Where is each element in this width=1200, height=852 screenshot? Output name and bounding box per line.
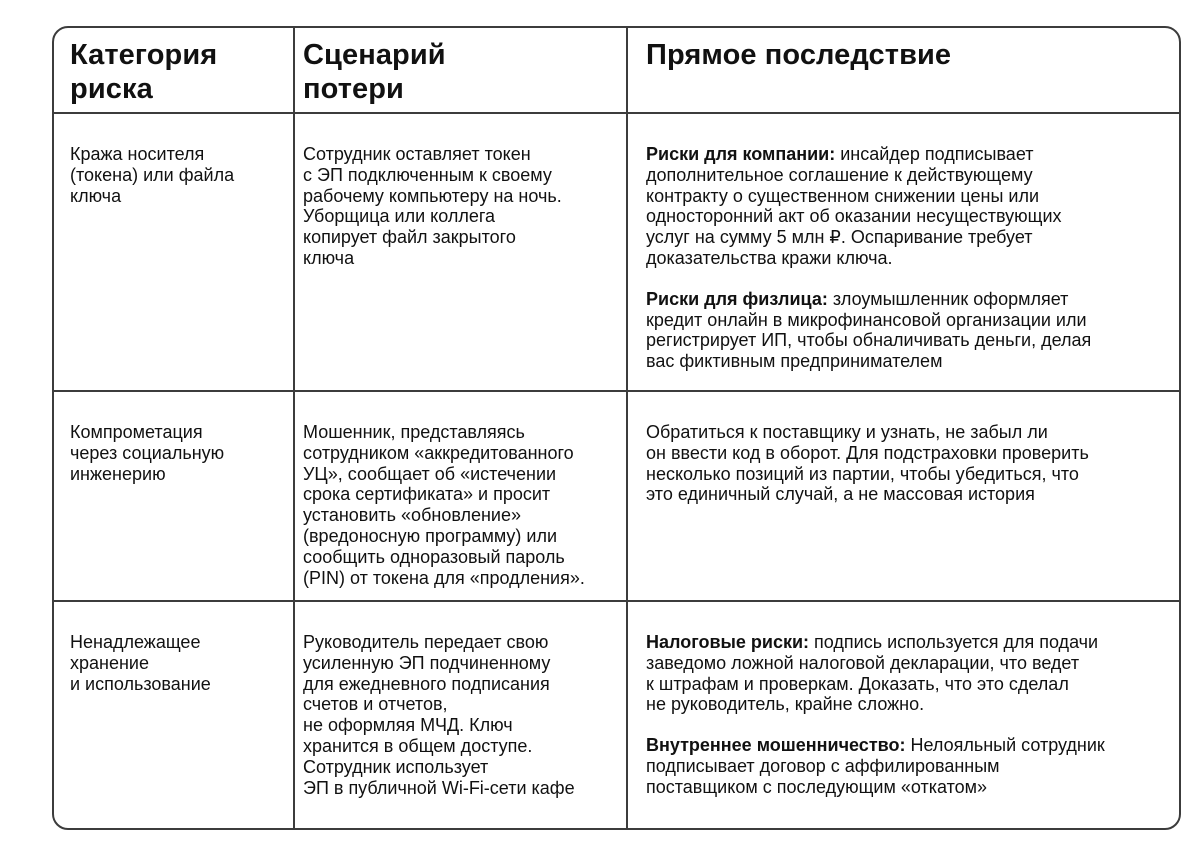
category-line: Кража носителя [70, 144, 205, 164]
consequence-line: односторонний акт об оказании несуществующих [646, 206, 1062, 227]
scenario-line: (вредоносную программу) или [303, 525, 558, 546]
category-line: Компрометация [70, 422, 203, 442]
consequence-line: подписывает договор с аффилированным [646, 755, 1000, 776]
row-1-category [54, 114, 295, 392]
row-2-scenario [295, 392, 628, 602]
row-3-category [54, 602, 295, 828]
category-line: хранение [70, 652, 149, 673]
consequence-paragraph [646, 422, 1167, 505]
header-category-line: Категория [70, 39, 218, 71]
scenario-line: копирует файл закрытого [303, 227, 516, 248]
scenario-line: Сотрудник использует [303, 756, 489, 777]
consequence-lead: Риски для физлица: [646, 288, 828, 309]
consequence-line: заведомо ложной налоговой декларации, что ведет [646, 652, 1080, 673]
row-3-consequence [628, 602, 1179, 828]
consequence-text: подпись используется для подачи [809, 632, 1099, 652]
category-line: через социальную [70, 442, 225, 463]
consequence-line [646, 144, 1167, 165]
consequence-line: услуг на сумму 5 млн ₽. Оспаривание требует [646, 227, 1033, 248]
row-2-category [54, 392, 295, 602]
consequence-line [646, 289, 1167, 310]
consequence-lead: Внутреннее мошенничество: [646, 735, 906, 756]
scenario-line: сотрудником «аккредитованного [303, 442, 574, 463]
category-line: и использование [70, 673, 211, 694]
consequence-paragraph [646, 144, 1167, 269]
scenario-line: срока сертификата» и просит [303, 484, 551, 505]
scenario-line: счетов и отчетов, [303, 694, 448, 715]
scenario-line: Уборщица или коллега [303, 206, 496, 227]
scenario-line: хранится в общем доступе. [303, 735, 533, 756]
category-line: ключа [70, 185, 122, 206]
consequence-line: это единичный случай, а не массовая история [646, 484, 1035, 505]
consequence-line [646, 632, 1167, 653]
row-1-scenario [295, 114, 628, 392]
header-scenario [295, 28, 628, 114]
header-scenario-line: потери [303, 73, 404, 105]
category-line: (токена) или файла [70, 164, 235, 185]
consequence-line: он ввести код в оборот. Для подстраховки проверить [646, 442, 1089, 463]
scenario-line: с ЭП подключенным к своему [303, 164, 552, 185]
header-category-line: риска [70, 73, 153, 105]
consequence-text: Нелояльный сотрудник [905, 735, 1105, 756]
header-category [54, 28, 295, 114]
row-2-consequence [628, 392, 1179, 602]
consequence-line: кредит онлайн в микрофинансовой организации или [646, 309, 1087, 330]
category-line: Ненадлежащее [70, 632, 201, 652]
scenario-line: не оформляя МЧД. Ключ [303, 715, 513, 736]
consequence-lead: Налоговые риски: [646, 632, 810, 652]
consequence-line: контракту о существенном снижении цены или [646, 185, 1040, 206]
scenario-line: ЭП в публичной Wi-Fi-сети кафе [303, 777, 575, 798]
scenario-line: ключа [303, 247, 355, 268]
consequence-text: инсайдер подписывает [835, 144, 1034, 164]
consequence-line: регистрирует ИП, чтобы обналичивать деньги, делая [646, 330, 1092, 351]
row-1-consequence [628, 114, 1179, 392]
consequence-line: к штрафам и проверкам. Доказать, что это сделал [646, 673, 1069, 694]
consequence-line: вас фиктивным предпринимателем [646, 351, 943, 372]
scenario-line: усиленную ЭП подчиненному [303, 652, 551, 673]
consequence-paragraph [646, 632, 1167, 715]
consequence-line: не руководитель, крайне сложно. [646, 694, 925, 715]
consequence-line: поставщиком с последующим «откатом» [646, 776, 988, 797]
consequence-line: дополнительное соглашение к действующему [646, 164, 1033, 185]
scenario-line: рабочему компьютеру на ночь. [303, 185, 562, 206]
consequence-paragraph [646, 735, 1167, 797]
consequence-paragraph [646, 289, 1167, 372]
consequence-line: доказательства кражи ключа. [646, 247, 893, 268]
header-scenario-line: Сценарий [303, 39, 446, 71]
scenario-line: (PIN) от токена для «продления». [303, 567, 585, 588]
scenario-line: установить «обновление» [303, 505, 522, 526]
scenario-line: сообщить одноразовый пароль [303, 546, 565, 567]
consequence-text: злоумышленник оформляет [827, 288, 1069, 309]
header-consequence [628, 28, 1179, 114]
scenario-line: Руководитель передает свою [303, 632, 549, 652]
consequence-line [646, 735, 1167, 756]
consequence-lead: Риски для компании: [646, 144, 836, 164]
scenario-line: Сотрудник оставляет токен [303, 144, 531, 164]
row-3-scenario [295, 602, 628, 828]
category-line: инженерию [70, 463, 166, 484]
scenario-line: УЦ», сообщает об «истечении [303, 463, 557, 484]
scenario-line: для ежедневного подписания [303, 673, 550, 694]
header-consequence-line: Прямое последствие [646, 39, 952, 71]
risk-table [52, 26, 1181, 830]
consequence-line: Обратиться к поставщику и узнать, не забыл ли [646, 422, 1048, 442]
consequence-line: несколько позиций из партии, чтобы убедиться, что [646, 463, 1079, 484]
scenario-line: Мошенник, представляясь [303, 422, 525, 442]
